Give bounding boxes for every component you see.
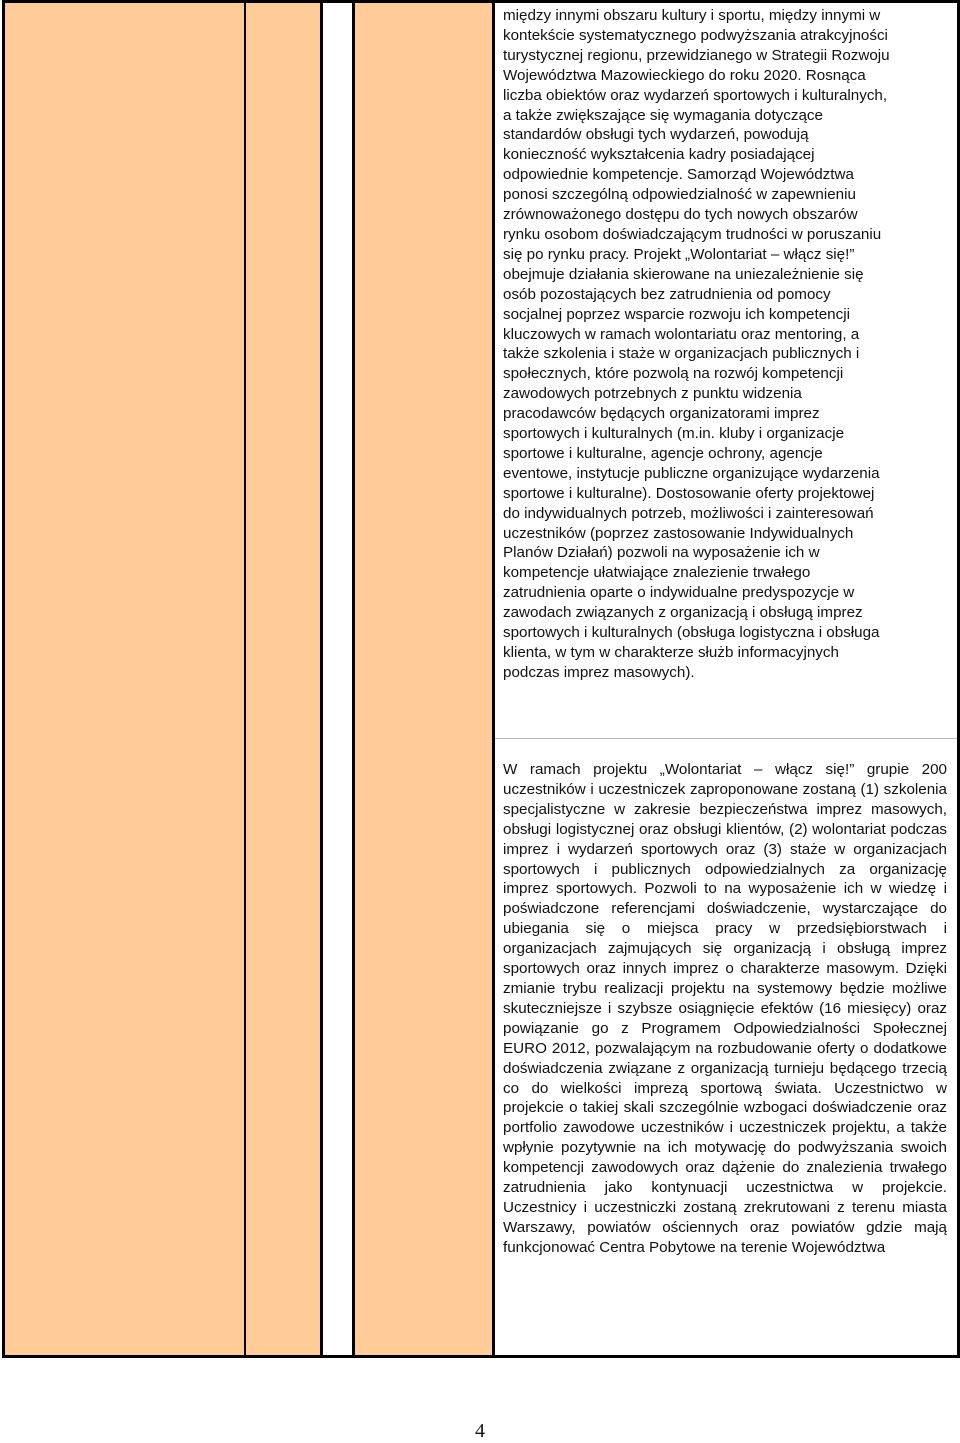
table-border-top xyxy=(3,0,960,3)
table-border-col3-right xyxy=(352,0,355,1358)
table-border-col3-left xyxy=(320,0,323,1358)
table-border-col2 xyxy=(244,0,246,1358)
table-border-bottom xyxy=(3,1355,960,1358)
paragraph-project-description: W ramach projektu „Wolontariat – włącz się!” grupie 200 uczestników i uczestniczek zaproponowane zostaną (1) szkolenia specjalistyczne w zakresie bezpieczeństwa imprez masowych, obsługi logistycznej oraz obsługi klientów, (2) wolontariat podczas imprez i wydarzeń sportowych oraz (3) staże w organizacjach sportowych i publicznych odpowiedzialnych za organizację imprez sportowych. Pozwoli to na wyposażenie ich w wiedzę i poświadczone referencjami doświadczenie, wystarczające do ubiegania się o miejsca pracy w przedsiębiorstwach i organizacjach zajmujących się organizacją i obsługą imprez sportowych oraz innych imprez o charakterze masowym. Dzięki zmianie trybu realizacji projektu na systemowy będzie możliwe skuteczniejsze i szybsze osiągnięcie efektów (16 miesięcy) oraz powiązanie go z Programem Odpowiedzialności Społecznej EURO 2012, pozwalającym na rozbudowanie oferty o dodatkowe doświadczenia związane z organizacją turnieju będącego trzecią co do wielkości imprezą sportową świata. Uczestnictwo w projekcie o takiej skali szczególnie wzbogaci doświadczenie oraz portfolio zawodowe uczestników i uczestniczek projektu, a także wpłynie pozytywnie na ich motywację do podwyższania swoich kompetencji zawodowych oraz dążenie do znalezienia trwałego zatrudnienia jako kontynuacji uczestnictwa w projekcie. Uczestnicy i uczestniczki zostaną zrekrutowani z terenu miasta Warszawy, powiatów ościennych oraz powiatów gdzie mają funkcjonować Centra Pobytowe na terenie Województwa xyxy=(503,761,947,1256)
table-row-divider xyxy=(493,738,960,739)
paragraph-project-context: między innymi obszaru kultury i sportu, między innymi w kontekście systematycznego podwyższania atrakcyjności turystycznej regionu, przewidzianego w Strategii Rozwoju Województwa Mazowieckiego do roku 2020. Rosnąca liczba obiektów oraz wydarzeń sportowych i kulturalnych, a także zwiększające się wymagania dotyczące standardów obsługi tych wydarzeń, powodują konieczność wykształcenia kadry posiadającej odpowiednie kompetencje. Samorząd Województwa ponosi szczególną odpowiedzialność w zapewnieniu zrównoważonego dostępu do tych nowych obszarów rynku osobom doświadczającym trudności w poruszaniu się po rynku pracy. Projekt „Wolontariat – włącz się!” obejmuje działania skierowane na uniezależnienie się osób pozostających bez zatrudnienia od pomocy socjalnej poprzez wsparcie rozwoju ich kompetencji kluczowych w ramach wolontariatu oraz mentoring, a także szkolenia i staże w organizacjach publicznych i społecznych, które pozwolą na rozwój kompetencji zawodowych potrzebnych z punktu widzenia pracodawców będących organizatorami imprez sportowych i kulturalnych (m.in. kluby i organizacje sportowe i kulturalne, agencje ochrony, agencje eventowe, instytucje publiczne organizujące wydarzenia sportowe i kulturalne). Dostosowanie oferty projektowej do indywidualnych potrzeb, możliwości i zainteresowań uczestników (poprzez zastosowanie Indywidualnych Planów Działań) pozwoli na wyposażenie ich w kompetencje ułatwiające znalezienie trwałego zatrudnienia oparte o indywidualne predyspozycje w zawodach związanych z organizacją i obsługą imprez sportowych i kulturalnych (obsługa logistyczna i obsługa klienta, w tym w charakterze służb informacyjnych podczas imprez masowych). xyxy=(503,7,890,681)
table-border-left xyxy=(2,0,5,1358)
table-cell-col2 xyxy=(246,3,320,1355)
table-cell-col1 xyxy=(4,3,244,1355)
table-cell-col4 xyxy=(355,3,493,1355)
page-number: 4 xyxy=(475,1420,485,1442)
table-border-col5 xyxy=(492,0,495,1358)
